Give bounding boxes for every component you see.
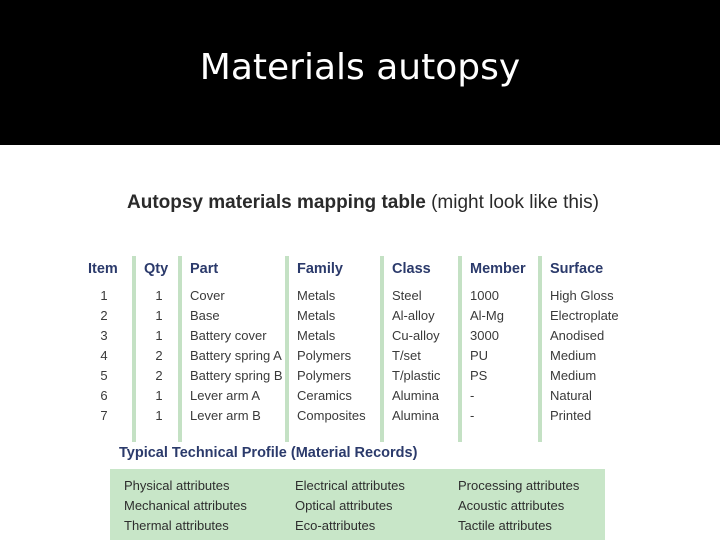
cell-family-5: Polymers <box>297 368 352 383</box>
cell-member-7: - <box>470 408 475 423</box>
attribute-electrical: Electrical attributes <box>295 478 405 493</box>
cell-class-1: Steel <box>392 288 422 303</box>
column-qty <box>132 256 174 442</box>
title-banner <box>0 0 720 145</box>
cell-class-4: T/set <box>392 348 421 363</box>
cell-family-2: Metals <box>297 308 336 323</box>
cell-class-5: T/plastic <box>392 368 441 383</box>
cell-surface-7: Printed <box>550 408 592 423</box>
attribute-thermal: Thermal attributes <box>124 518 229 533</box>
attribute-acoustic: Acoustic attributes <box>458 498 565 513</box>
cell-surface-5: Medium <box>550 368 597 383</box>
cell-member-1: 1000 <box>470 288 499 303</box>
attribute-eco: Eco-attributes <box>295 518 376 533</box>
cell-member-4: PU <box>470 348 489 363</box>
cell-surface-1: High Gloss <box>550 288 614 303</box>
cell-qty-5: 2 <box>155 368 163 383</box>
column-class <box>380 256 448 442</box>
cell-class-2: Al-alloy <box>392 308 435 323</box>
slide-title: Materials autopsy <box>199 47 521 88</box>
cell-item-4: 4 <box>100 348 108 363</box>
cell-part-1: Cover <box>190 288 225 303</box>
cell-part-2: Base <box>190 308 220 323</box>
cell-qty-4: 2 <box>155 348 163 363</box>
cell-qty-1: 1 <box>155 288 163 303</box>
cell-qty-3: 1 <box>155 328 163 343</box>
cell-qty-2: 1 <box>155 308 163 323</box>
cell-part-3: Battery cover <box>190 328 267 343</box>
column-header-class: Class <box>392 261 431 277</box>
cell-part-6: Lever arm A <box>190 388 261 403</box>
cell-surface-2: Electroplate <box>550 308 619 323</box>
column-family <box>285 256 371 442</box>
column-part <box>178 256 283 442</box>
attribute-mechanical: Mechanical attributes <box>124 498 247 513</box>
attribute-processing: Processing attributes <box>458 478 580 493</box>
attribute-tactile: Tactile attributes <box>458 518 552 533</box>
cell-item-3: 3 <box>100 328 108 343</box>
cell-member-3: 3000 <box>470 328 499 343</box>
cell-class-3: Cu-alloy <box>392 328 440 343</box>
cell-family-1: Metals <box>297 288 336 303</box>
table-title-suffix: (might look like this) <box>425 192 599 213</box>
cell-surface-3: Anodised <box>550 328 605 343</box>
attribute-physical: Physical attributes <box>124 478 230 493</box>
cell-item-1: 1 <box>100 288 108 303</box>
cell-family-4: Polymers <box>297 348 352 363</box>
cell-family-6: Ceramics <box>297 388 352 403</box>
table-title <box>127 190 707 216</box>
cell-family-3: Metals <box>297 328 336 343</box>
profile-title: Typical Technical Profile (Material Records) <box>119 445 418 461</box>
table-title-bold: Autopsy materials mapping table <box>127 192 426 213</box>
cell-item-2: 2 <box>100 308 108 323</box>
cell-qty-7: 1 <box>155 408 163 423</box>
cell-part-4: Battery spring A <box>190 348 282 363</box>
cell-member-5: PS <box>470 368 488 383</box>
column-header-part: Part <box>190 261 219 277</box>
column-header-surface: Surface <box>550 261 604 277</box>
profile-attributes-box <box>110 469 605 540</box>
column-header-member: Member <box>470 261 526 277</box>
cell-part-5: Battery spring B <box>190 368 283 383</box>
cell-surface-6: Natural <box>550 388 592 403</box>
cell-surface-4: Medium <box>550 348 597 363</box>
attribute-optical: Optical attributes <box>295 498 393 513</box>
cell-family-7: Composites <box>297 408 366 423</box>
cell-member-2: Al-Mg <box>470 308 504 323</box>
cell-member-6: - <box>470 388 475 403</box>
cell-item-5: 5 <box>100 368 108 383</box>
cell-item-6: 6 <box>100 388 108 403</box>
cell-item-7: 7 <box>100 408 108 423</box>
attributes-column-1 <box>124 476 247 536</box>
column-item <box>88 256 120 442</box>
cell-class-7: Alumina <box>392 408 439 423</box>
column-header-qty: Qty <box>144 261 169 277</box>
attributes-column-2 <box>295 476 405 536</box>
cell-qty-6: 1 <box>155 388 163 403</box>
column-header-item: Item <box>88 261 118 277</box>
attributes-column-3 <box>458 476 579 536</box>
cell-class-6: Alumina <box>392 388 439 403</box>
cell-part-7: Lever arm B <box>190 408 261 423</box>
column-member <box>458 256 530 442</box>
column-header-family: Family <box>297 261 343 277</box>
column-surface <box>538 256 622 442</box>
